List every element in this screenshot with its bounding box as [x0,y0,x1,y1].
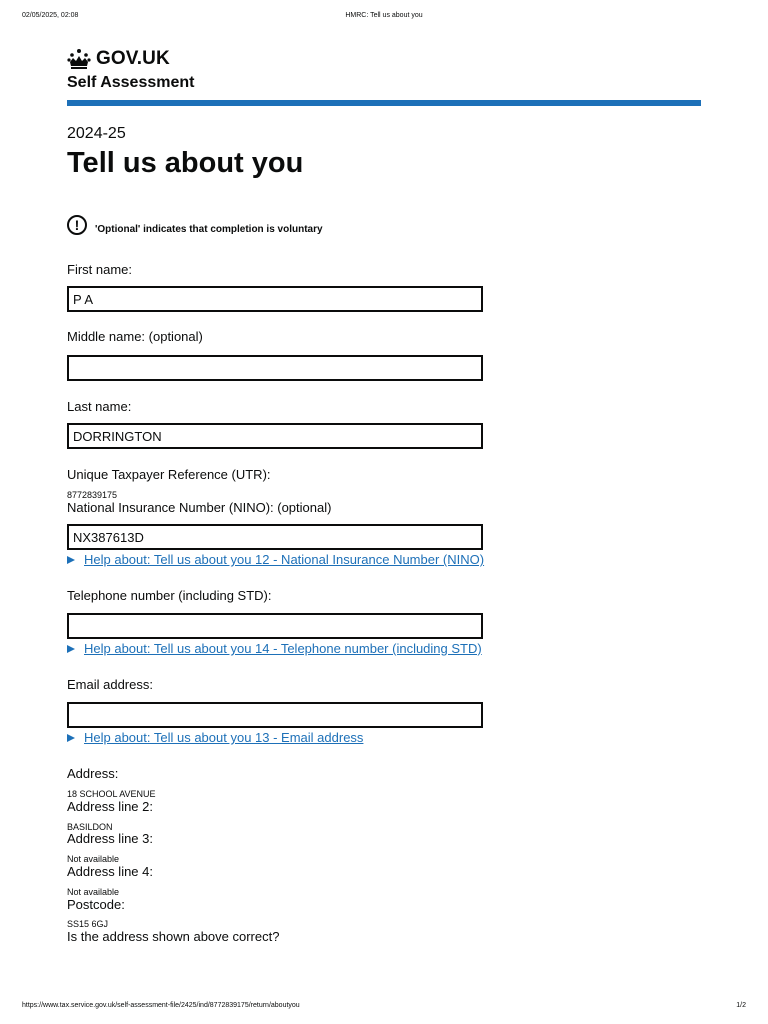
last-name-input[interactable] [67,423,483,449]
print-datetime: 02/05/2025, 02:08 [22,12,79,19]
telephone-label: Telephone number (including STD): [67,588,272,603]
print-header [22,12,746,24]
nino-label: National Insurance Number (NINO): (optional) [67,500,332,515]
telephone-help-link[interactable]: Help about: Tell us about you 14 - Telephone number (including STD) [84,641,482,656]
disclosure-triangle-icon [67,734,75,742]
email-help[interactable] [67,730,363,745]
postcode-value: SS15 6GJ [67,919,109,929]
middle-name-input[interactable] [67,355,483,381]
header-accent-bar [67,100,701,106]
email-input[interactable] [67,702,483,728]
address-line1-value: 18 SCHOOL AVENUE [67,789,156,799]
first-name-input[interactable] [67,286,483,312]
nino-help[interactable] [67,552,484,567]
print-footer [22,1002,746,1014]
postcode-label: Postcode: [67,897,125,912]
email-label: Email address: [67,677,153,692]
address-line4-label: Address line 4: [67,864,153,879]
address-line2-label: Address line 2: [67,799,153,814]
warning-icon: ! [67,215,87,235]
print-page-number: 1/2 [736,1002,746,1009]
address-line3-value: Not available [67,854,120,864]
tax-year-caption: 2024-25 [67,125,126,142]
govuk-wordmark: GOV.UK [96,48,170,69]
middle-name-label: Middle name: (optional) [67,329,203,344]
utr-value: 8772839175 [67,490,118,500]
service-name[interactable]: Self Assessment [67,74,195,91]
notice-text: 'Optional' indicates that completion is voluntary [95,224,323,235]
address-line3-label: Address line 3: [67,831,153,846]
telephone-input[interactable] [67,613,483,639]
nino-help-link[interactable]: Help about: Tell us about you 12 - National Insurance Number (NINO) [84,552,485,567]
address-label: Address: [67,766,119,781]
address-line2-value: BASILDON [67,822,113,832]
first-name-label: First name: [67,262,133,277]
last-name-label: Last name: [67,399,132,414]
disclosure-triangle-icon [67,645,75,653]
print-url: https://www.tax.service.gov.uk/self-assessment-file/2425/ind/8772839175/return/aboutyou [22,1002,300,1009]
optional-notice [67,214,323,235]
telephone-help[interactable] [67,641,482,656]
print-page-title: HMRC: Tell us about you [345,12,423,19]
utr-label: Unique Taxpayer Reference (UTR): [67,467,271,482]
address-line4-value: Not available [67,887,120,897]
crown-icon [67,48,91,70]
govuk-logo[interactable] [67,46,170,72]
disclosure-triangle-icon [67,556,75,564]
address-correct-question: Is the address shown above correct? [67,929,280,944]
nino-input[interactable] [67,524,483,550]
email-help-link[interactable]: Help about: Tell us about you 13 - Email address [84,730,364,745]
page-title: Tell us about you [67,147,304,179]
